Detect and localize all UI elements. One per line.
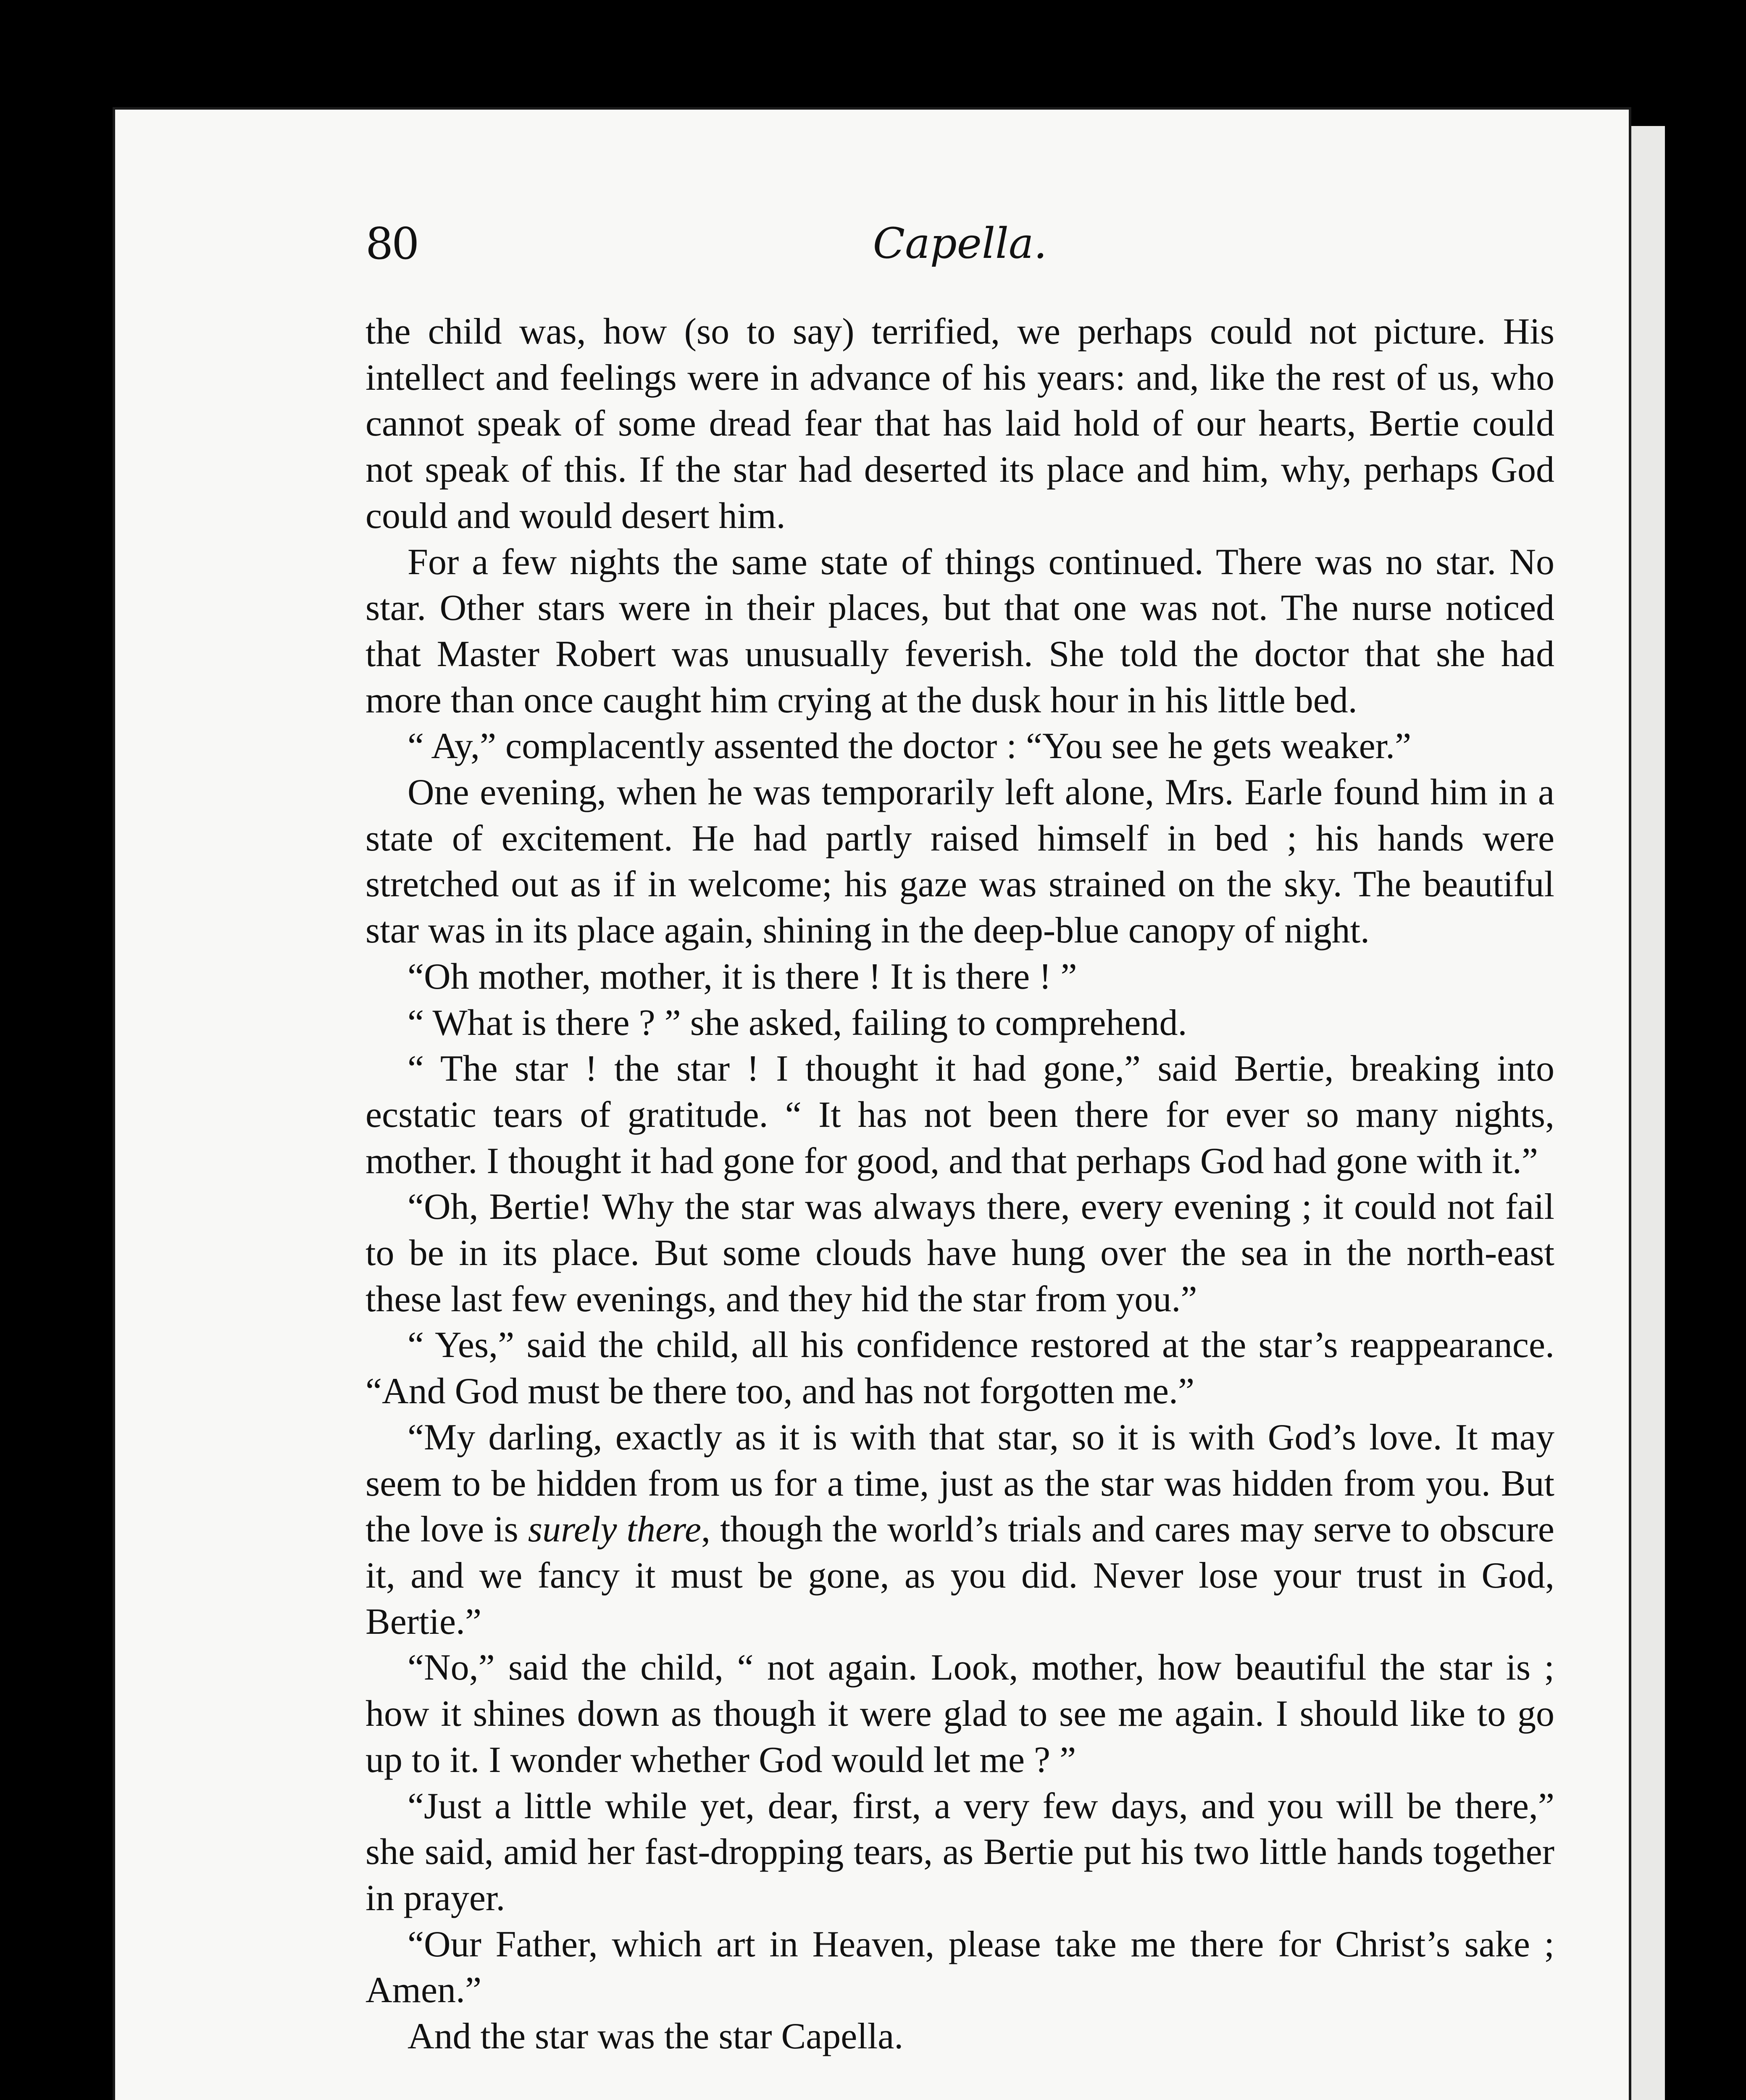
paragraph-2: For a few nights the same state of things continued. There was no star. No star. Other stars were in their places, but that one was not. The nurse noticed that Master Robert was unusually feverish. She told the doctor that she had more than once caught him crying at the dusk hour in his little bed. — [366, 541, 1554, 721]
paragraph-7: “ The star ! the star ! I thought it had gone,” said Bertie, breaking into ecstatic tears of gratitude. “ It has not been there for ever so many nights, mother. I thought it had gone for good, and that perhaps God had gone with it.” — [366, 1048, 1554, 1181]
paragraph-8: “Oh, Bertie! Why the star was always there, every evening ; it could not fail to be in its place. But some clouds have hung over the sea in the north-east these last few evenings, and they hid the star from you.” — [366, 1186, 1554, 1320]
paragraph-4: One evening, when he was temporarily left alone, Mrs. Earle found him in a state of excitement. He had partly raised himself in bed ; his hands were stretched out as if in welcome; his gaze was strained on the sky. The beautiful star was in its place again, shining in the deep-blue canopy of night. — [366, 772, 1554, 951]
paragraph-3: “ Ay,” complacently assented the doctor : “You see he gets weaker.” — [408, 726, 1412, 767]
page-number: 80 — [366, 218, 418, 269]
paragraph-11: “No,” said the child, “ not again. Look, mother, how beautiful the star is ; how it shines down as though it were glad to see me again. I should like to go up to it. I wonder whether God would let me ? ” — [366, 1647, 1554, 1780]
paragraph-12: “Just a little while yet, dear, first, a very few days, and you will be there,” she said, amid her fast-dropping tears, as Bertie put his two little hands together in prayer. — [366, 1785, 1554, 1919]
body-text — [366, 309, 1554, 2060]
paragraph-14: And the star was the star Capella. — [408, 2016, 904, 2057]
paragraph-1: the child was, how (so to say) terrified, we perhaps could not picture. His intellect and feelings were in advance of his years: and, like the rest of us, who cannot speak of some dread fear that has laid hold of our hearts, Bertie could not speak of this. If the star had deserted its place and him, why, perhaps God could and would desert him. — [366, 311, 1554, 536]
facing-page-edge — [1631, 126, 1665, 2100]
paragraph-9: “ Yes,” said the child, all his confidence restored at the star’s reappearance. “And God must be there too, and has not forgotten me.” — [366, 1325, 1554, 1412]
paragraph-5: “Oh mother, mother, it is there ! It is there ! ” — [408, 956, 1077, 997]
paragraph-10: “My darling, exactly as it is with that star, so it is with God’s love. It may seem to be hidden from us for a time, just as the star was hidden from you. But the love is surely there, though the world’s trials and cares may serve to obscure it, and we fancy it must be gone, as you did. Never lose your trust in God, Bertie.” — [366, 1417, 1554, 1642]
running-head — [366, 214, 1554, 273]
italic-emphasis: surely there — [528, 1509, 702, 1550]
running-title: Capella. — [873, 219, 1047, 268]
scan-border-right — [1665, 0, 1746, 2100]
paragraph-13: “Our Father, which art in Heaven, please take me there for Christ’s sake ; Amen.” — [366, 1924, 1554, 2011]
paragraph-6: “ What is there ? ” she asked, failing to comprehend. — [408, 1002, 1187, 1043]
